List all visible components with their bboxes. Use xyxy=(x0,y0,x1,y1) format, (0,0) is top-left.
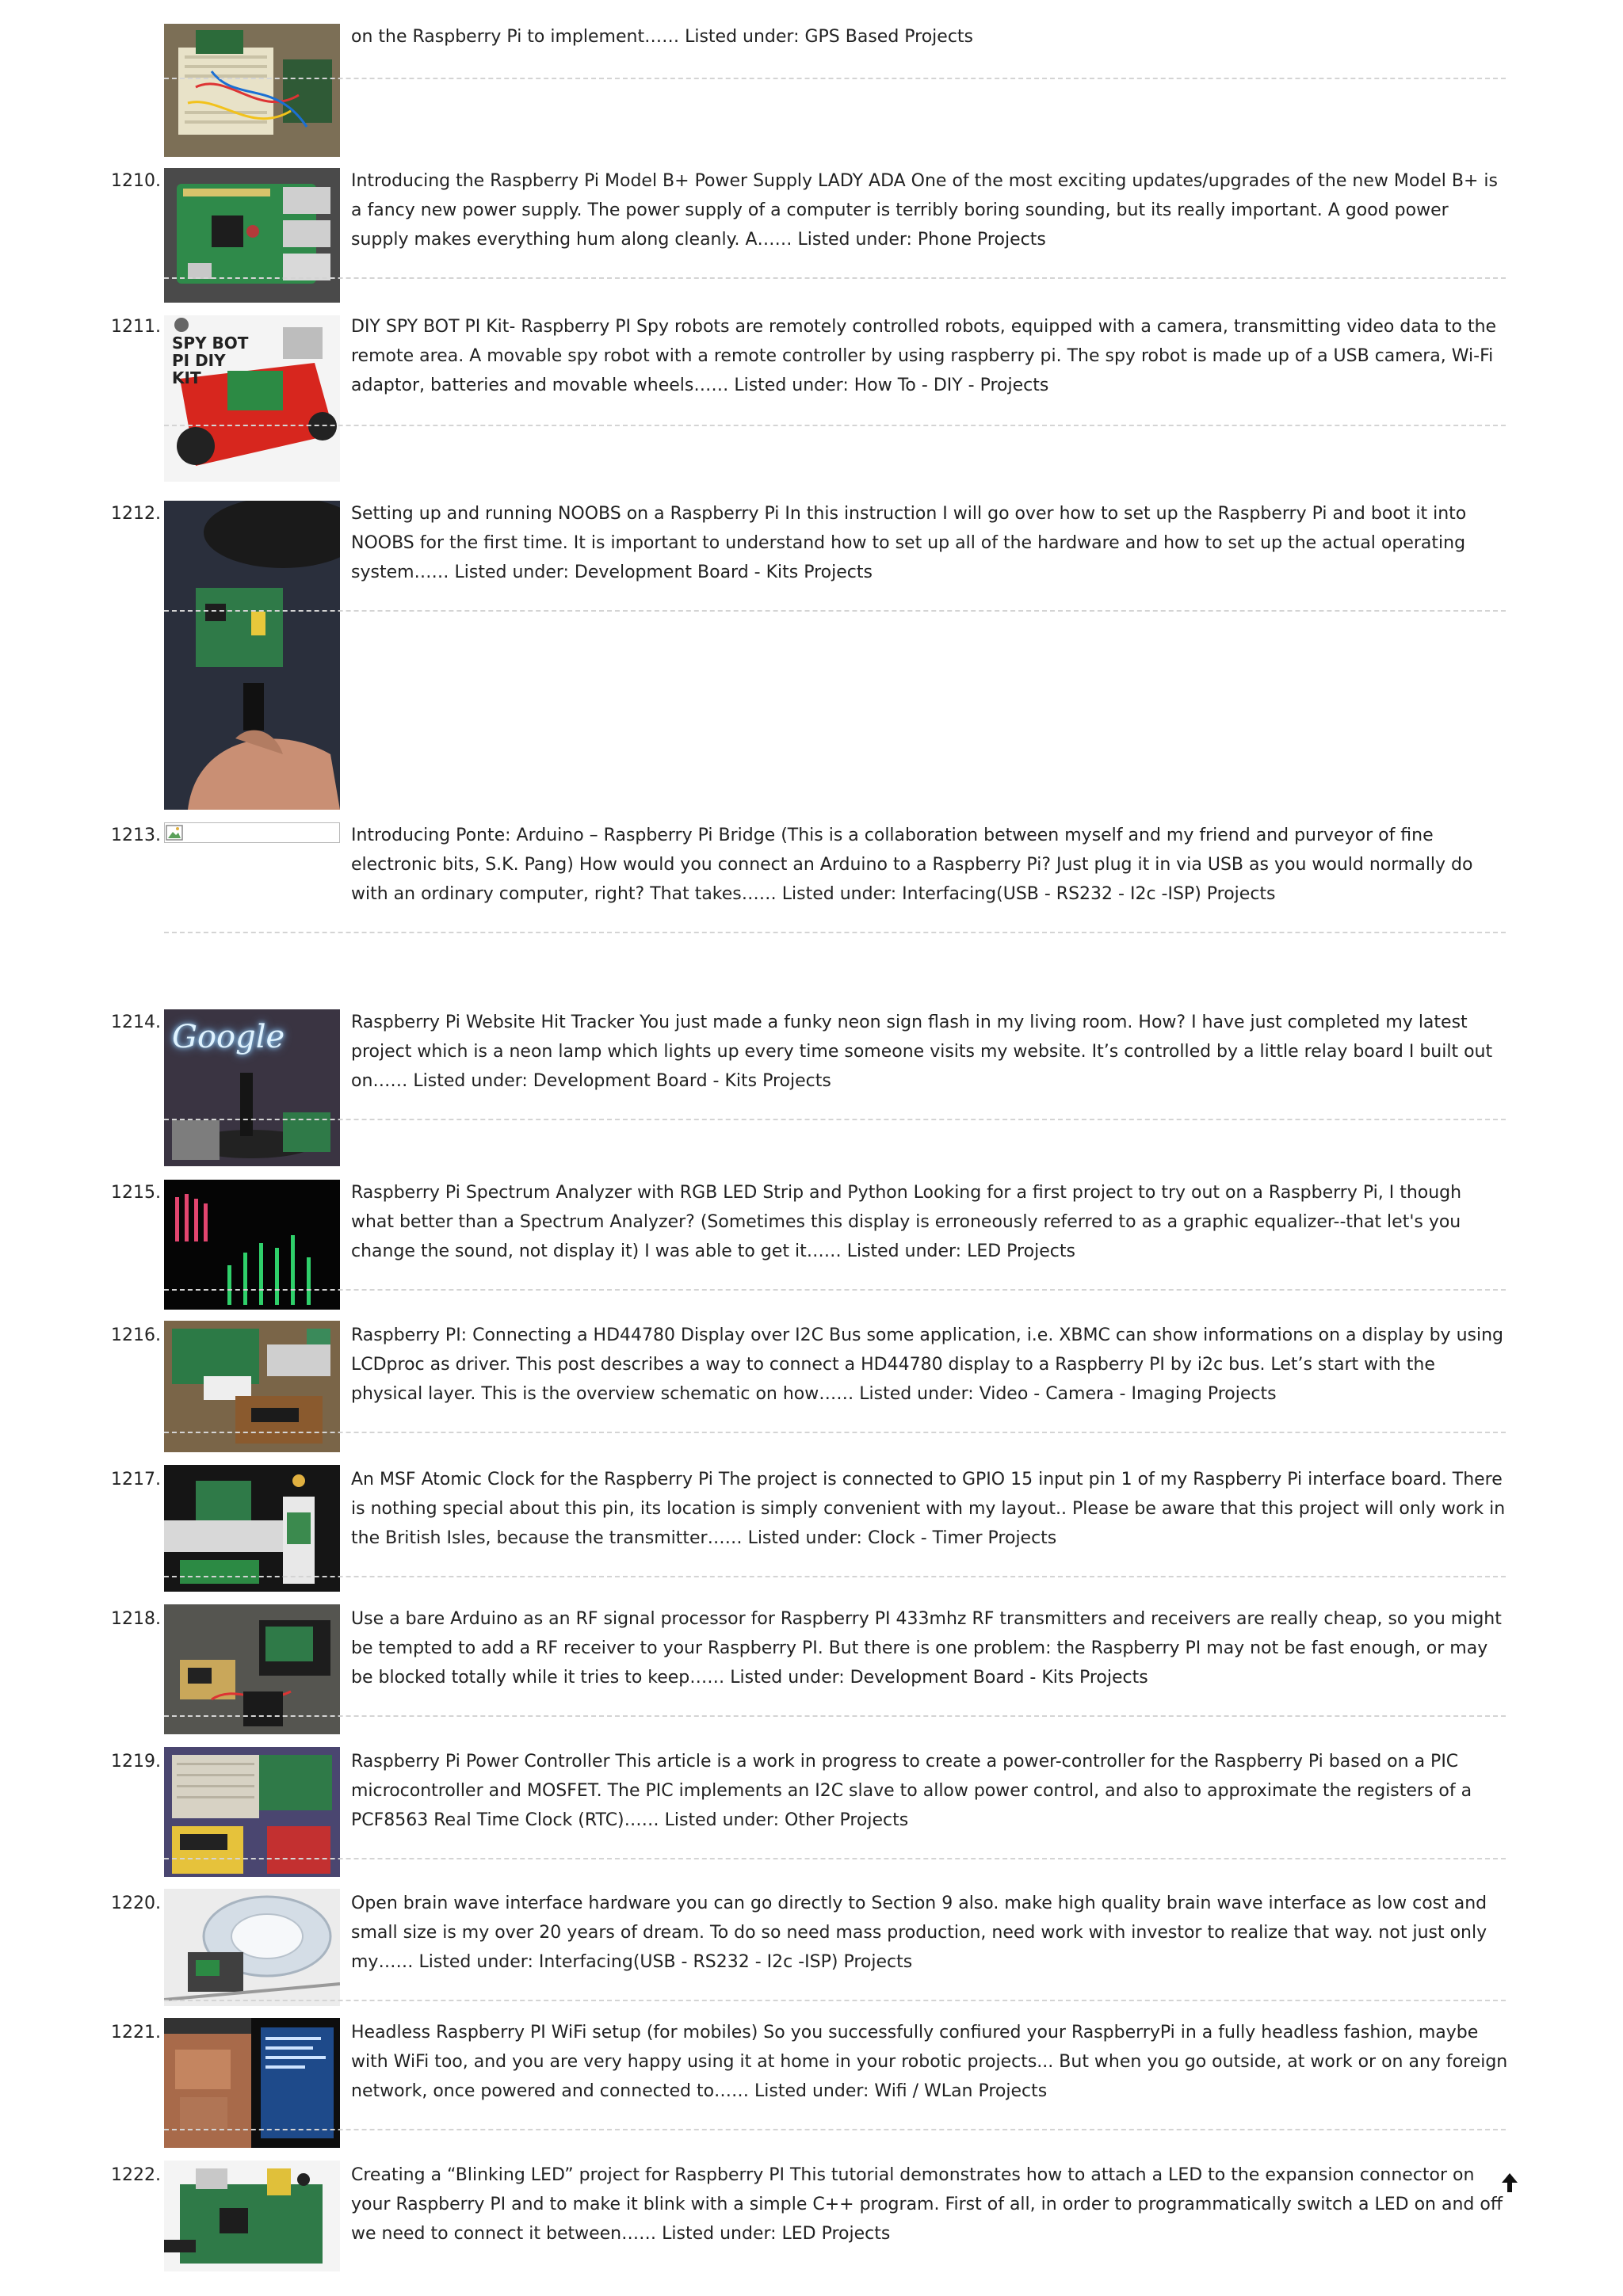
project-description: Creating a “Blinking LED” project for Raspberry PI This tutorial demonstrates how to attach a LED to the expansion connector on your Raspberry PI and to make it blink with a simple C++ program. First of all, in order to programmatically switch a LED on and off we need to connect it between…… Listed under: LED Projects xyxy=(351,2165,1503,2244)
project-thumbnail[interactable] xyxy=(164,501,340,810)
item-number: 1215. xyxy=(111,1183,161,1203)
project-thumbnail[interactable] xyxy=(164,24,340,157)
item-number: 1213. xyxy=(111,826,161,845)
item-separator xyxy=(164,610,1506,612)
project-thumbnail[interactable] xyxy=(164,2161,340,2271)
arrow-up-icon xyxy=(1500,2172,1519,2194)
project-description: Introducing Ponte: Arduino – Raspberry Pi Bridge (This is a collaboration between myself and my friend and purveyor of fine electronic bits, S.K. Pang) How would you connect an Arduino to a Raspberry Pi? Just plug it in via USB as you would normally do with an ordinary computer, right? That takes…… Listed under: Interfacing(USB - RS232 - I2c -ISP) Projects xyxy=(351,826,1473,904)
project-thumbnail[interactable] xyxy=(164,1889,340,2006)
item-number: 1221. xyxy=(111,2023,161,2042)
item-separator xyxy=(164,277,1506,279)
project-description: Use a bare Arduino as an RF signal processor for Raspberry PI 433mhz RF transmitters and receivers are really cheap, so you might be tempted to add a RF receiver to your Raspberry PI. But there is one problem: the Raspberry PI may not be fast enough, or may be blocked totally while it tries to keep…… Listed under: Development Board - Kits Projects xyxy=(351,1609,1502,1688)
blinking-led-image xyxy=(164,2161,340,2271)
item-number: 1214. xyxy=(111,1013,161,1032)
brain-wave-image xyxy=(164,1889,340,2006)
project-thumbnail[interactable] xyxy=(164,315,340,482)
item-number: 1212. xyxy=(111,504,161,524)
item-separator xyxy=(164,1576,1506,1577)
item-separator xyxy=(164,932,1506,933)
item-separator xyxy=(164,1715,1506,1717)
project-description: Raspberry Pi Power Controller This article is a work in progress to create a power-controller for the Raspberry Pi based on a PIC microcontroller and MOSFET. The PIC implements an I2C slave to allow power control, and also to approximate the registers of a PCF8563 Real Time Clock (RTC)…… Listed under: Other Projects xyxy=(351,1752,1472,1830)
project-description: Introducing the Raspberry Pi Model B+ Power Supply LADY ADA One of the most exciting updates/upgrades of the new Model B+ is a fancy new power supply. The power supply of a computer is terribly boring sounding, but its really important. A good power supply makes everything hum along cleanly. A…… Listed under: Phone Projects xyxy=(351,171,1499,250)
item-number: 1222. xyxy=(111,2165,161,2185)
pi-board-image xyxy=(164,168,340,303)
project-description: Raspberry Pi Spectrum Analyzer with RGB LED Strip and Python Looking for a first project to try out on a Raspberry Pi, I though what better than a Spectrum Analyzer? (Sometimes this display is erroneously referred to as a graphic equalizer--that let's you change the sound, not display it) I was able to get it…… Listed under: LED Projects xyxy=(351,1183,1462,1261)
project-description: Setting up and running NOOBS on a Raspberry Pi In this instruction I will go over how to set up the Raspberry Pi and boot it into NOOBS for the first time. It is important to understand how to set up all of the hardware and how to set up the actual operating system…… Listed under: Development Board - Kits Projects xyxy=(351,504,1467,582)
item-separator xyxy=(164,1289,1506,1291)
back-to-top-button[interactable] xyxy=(1500,2172,1519,2194)
item-separator xyxy=(164,2129,1506,2130)
broken-image-thumbnail[interactable] xyxy=(164,822,340,843)
item-number: 1210. xyxy=(111,171,161,191)
item-number: 1219. xyxy=(111,1752,161,1772)
item-number: 1217. xyxy=(111,1470,161,1489)
project-description: Open brain wave interface hardware you can go directly to Section 9 also. make high quality brain wave interface as low cost and small size is my over 20 years of dream. To do so need mass production, need work with investor to realize that way. not just only my…… Listed under: Interfacing(USB - RS232 - I2c -ISP) Projects xyxy=(351,1894,1487,1972)
project-thumbnail[interactable] xyxy=(164,1009,340,1166)
noobs-setup-image xyxy=(164,501,340,810)
item-separator xyxy=(164,2000,1506,2001)
item-number: 1211. xyxy=(111,317,161,337)
item-separator xyxy=(164,1858,1506,1859)
item-separator xyxy=(164,1432,1506,1433)
gps-breadboard-image xyxy=(164,24,340,157)
neon-text: Google xyxy=(172,1019,285,1055)
item-separator xyxy=(164,1119,1506,1120)
spy-bot-caption: SPY BOT PI DIY KIT xyxy=(172,334,249,387)
project-description: Raspberry Pi Website Hit Tracker You just made a funky neon sign flash in my living room. How? I have just completed my latest project which is a neon lamp which lights up every time someone visits my website. It’s controlled by a little relay board I built out on…… Listed under: Development Board - Kits Projects xyxy=(351,1013,1493,1091)
project-description: An MSF Atomic Clock for the Raspberry Pi The project is connected to GPIO 15 input pin 1 of my Raspberry Pi interface board. There is nothing special about this pin, its location is simply convenient with my layout.. Please be aware that this project will only work in the British Isles, because the transmitter…… Listed under: Clock - Timer Projects xyxy=(351,1470,1506,1548)
item-separator xyxy=(164,425,1506,426)
item-separator xyxy=(164,78,1506,79)
project-thumbnail[interactable] xyxy=(164,1465,340,1592)
project-thumbnail[interactable] xyxy=(164,168,340,303)
item-number: 1220. xyxy=(111,1894,161,1913)
broken-image-icon xyxy=(165,823,185,843)
project-description: DIY SPY BOT PI Kit- Raspberry PI Spy robots are remotely controlled robots, equipped with a camera, transmitting video data to the remote area. A movable spy robot with a remote controller by using raspberry pi. The spy robot is made up of a USB camera, Wi-Fi adaptor, batteries and movable wheels…… Listed under: How To - DIY - Projects xyxy=(351,317,1497,395)
msf-clock-image xyxy=(164,1465,340,1592)
item-number: 1218. xyxy=(111,1609,161,1629)
project-description: on the Raspberry Pi to implement…… Listed under: GPS Based Projects xyxy=(351,27,974,47)
item-number: 1216. xyxy=(111,1325,161,1345)
project-description: Raspberry PI: Connecting a HD44780 Display over I2C Bus some application, i.e. XBMC can show informations on a display by using LCDproc as driver. This post describes a way to connect a HD44780 display to a Raspberry PI by i2c bus. Let’s start with the physical layer. This is the overview schematic on how…… Listed under: Video - Camera - Imaging Projects xyxy=(351,1325,1503,1404)
project-description: Headless Raspberry PI WiFi setup (for mobiles) So you successfully confiured your RaspberryPi in a fully headless fashion, maybe with WiFi too, and you are very happy using it at home in your robotic projects... But when you go outside, at work or on any foreign network, once powered and connected to…… Listed under: Wifi / WLan Projects xyxy=(351,2023,1508,2101)
